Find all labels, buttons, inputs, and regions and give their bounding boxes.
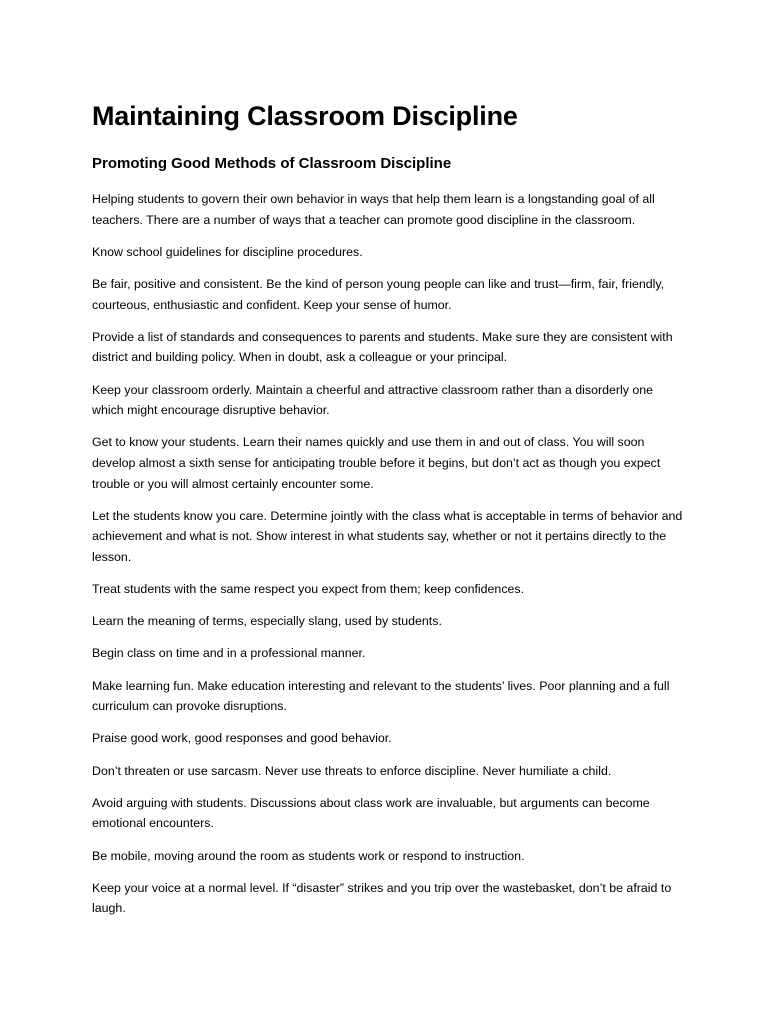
paragraph: Learn the meaning of terms, especially slang, used by students. (92, 614, 442, 629)
section-heading: Promoting Good Methods of Classroom Discipline (92, 155, 452, 172)
paragraph: Begin class on time and in a professional manner. (92, 646, 366, 661)
document-body (92, 189, 684, 931)
paragraph: Know school guidelines for discipline procedures. (92, 244, 363, 259)
paragraph: Be fair, positive and consistent. Be the kind of person young people can like and trust—firm, fair, friendly, courteous, enthusiastic and confident. Keep your sense of humor. (92, 276, 665, 312)
paragraph: Keep your classroom orderly. Maintain a cheerful and attractive classroom rather than a disorderly one which might encourage disruptive behavior. (92, 382, 654, 418)
paragraph: Provide a list of standards and consequences to parents and students. Make sure they are consistent with district and building policy. When in doubt, ask a colleague or your principal. (92, 329, 673, 365)
paragraph-intro: Helping students to govern their own behavior in ways that help them learn is a longstanding goal of all teachers. There are a number of ways that a teacher can promote good discipline in the classroom. (92, 192, 655, 227)
paragraph: Don’t threaten or use sarcasm. Never use threats to enforce discipline. Never humiliate a child. (92, 763, 612, 778)
document-title: Maintaining Classroom Discipline (92, 101, 518, 131)
paragraph: Praise good work, good responses and good behavior. (92, 731, 392, 746)
paragraph: Avoid arguing with students. Discussions about class work are invaluable, but arguments can become emotional encounters. (92, 795, 650, 831)
paragraph: Let the students know you care. Determine jointly with the class what is acceptable in terms of behavior and achievement and what is not. Show interest in what students say, whether or not it pertains directly to the lesson. (92, 508, 683, 564)
paragraph: Make learning fun. Make education interesting and relevant to the students’ lives. Poor planning and a full curriculum can provoke disruptions. (92, 678, 670, 714)
paragraph: Get to know your students. Learn their names quickly and use them in and out of class. You will soon develop almost a sixth sense for anticipating trouble before it begins, but don’t act as though you expect trouble or you will almost certainly encounter some. (92, 435, 661, 491)
paragraph: Be mobile, moving around the room as students work or respond to instruction. (92, 848, 525, 863)
paragraph: Keep your voice at a normal level. If “disaster” strikes and you trip over the wastebasket, don’t be afraid to laugh. (92, 880, 672, 916)
paragraph: Treat students with the same respect you expect from them; keep confidences. (92, 582, 525, 597)
